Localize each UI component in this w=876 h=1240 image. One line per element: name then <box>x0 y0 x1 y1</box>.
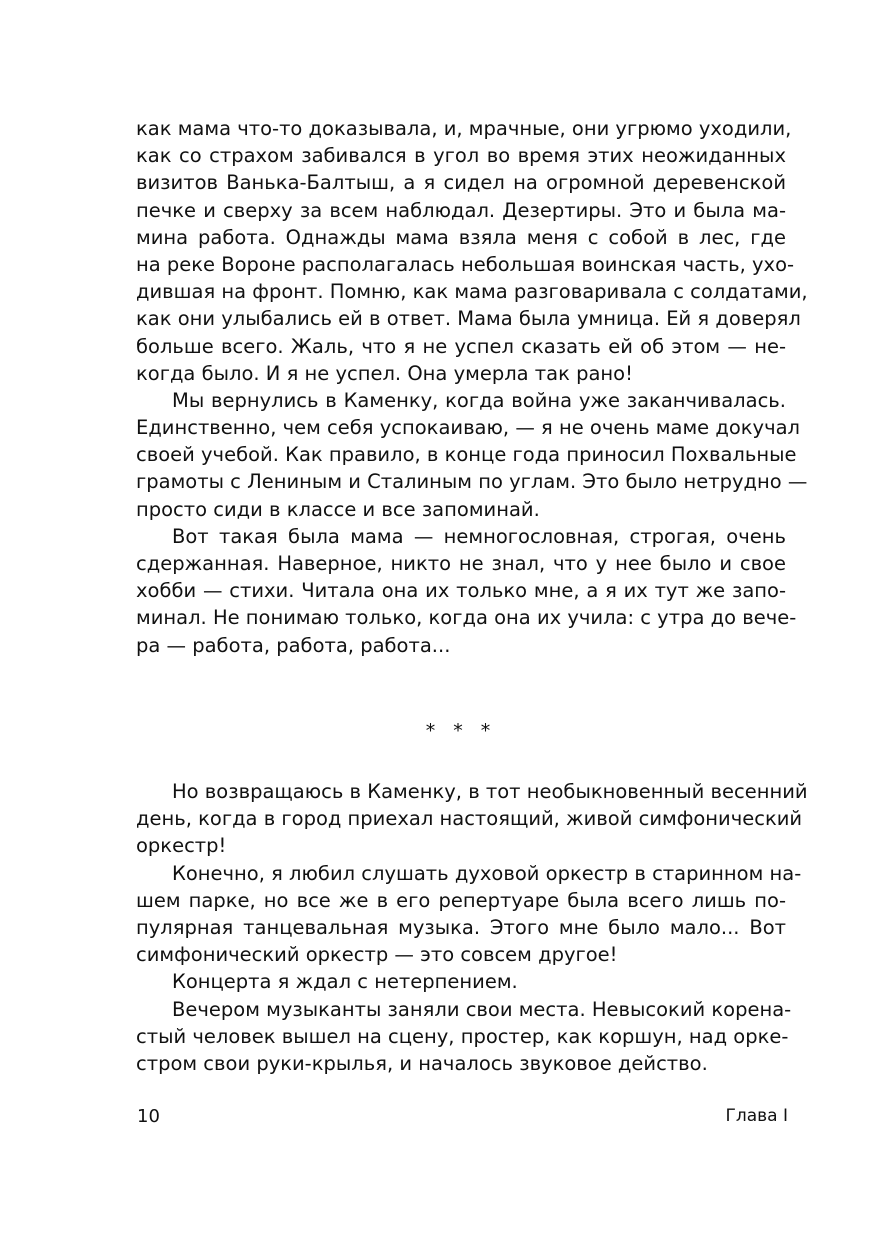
text-block-top <box>136 115 808 659</box>
text-line: как они улыбались ей в ответ. Мама была умница. Ей я доверял <box>136 307 801 331</box>
paragraph <box>136 387 808 523</box>
text-line: дившая на фронт. Помню, как мама разговаривала с солдатами, <box>136 280 808 304</box>
text-line: Вечером музыканты заняли свои места. Невысокий корена- <box>172 997 792 1021</box>
text-line: как мама что-то доказывала, и, мрачные, они угрюмо уходили, <box>136 117 792 140</box>
paragraph <box>136 115 808 387</box>
text-line: когда было. И я не успел. Она умерла так рано! <box>136 361 633 385</box>
text-line: больше всего. Жаль, что я не успел сказать ей об этом — не- <box>136 334 786 358</box>
text-line: своей учебой. Как правило, в конце года приносил Похвальные <box>136 443 797 467</box>
text-block-bottom <box>136 778 808 1077</box>
text-line: Мы вернулись в Каменку, когда война уже заканчивалась. <box>172 388 786 412</box>
text-line: симфонический оркестр — это совсем другое! <box>136 943 618 967</box>
text-line: день, когда в город приехал настоящий, живой симфонический <box>136 807 803 831</box>
text-line: ра — работа, работа, работа... <box>136 633 451 657</box>
text-line: стром свои руки-крылья, и началось звуковое действо. <box>136 1051 708 1075</box>
text-line: стый человек вышел на сцену, простер, как коршун, над орке- <box>136 1024 789 1048</box>
text-line: пулярная танцевальная музыка. Этого мне было мало... Вот <box>136 915 786 939</box>
section-separator: * * * <box>425 720 497 742</box>
text-line: сдержанная. Наверное, никто не знал, что у нее было и свое <box>136 552 786 575</box>
page-number: 10 <box>137 1106 160 1127</box>
text-line: оркестр! <box>136 834 227 858</box>
text-line: Концерта я ждал с нетерпением. <box>172 970 518 994</box>
text-line: Вот такая была мама — немногословная, строгая, очень <box>172 524 786 548</box>
text-line: визитов Ванька-Балтыш, а я сидел на огромной деревенской <box>136 171 786 195</box>
text-line: минал. Не понимаю только, когда она их учила: с утра до вече- <box>136 606 797 630</box>
text-line: мина работа. Однажды мама взяла меня с собой в лес, где <box>136 225 786 249</box>
text-line: Но возвращаюсь в Каменку, в тот необыкновенный весенний <box>172 780 808 803</box>
text-line: печке и сверху за всем наблюдал. Дезертиры. Это и была ма- <box>136 198 786 222</box>
text-line: грамоты с Лениным и Сталиным по углам. Это было нетрудно — <box>136 470 808 494</box>
text-line: на реке Вороне располагалась небольшая воинская часть, ухо- <box>136 252 795 276</box>
paragraph <box>136 860 802 969</box>
paragraph <box>136 523 797 659</box>
text-line: хобби — стихи. Читала она их только мне, а я их тут же запо- <box>136 579 786 603</box>
text-line: просто сиди в классе и все запоминай. <box>136 497 540 521</box>
paragraph <box>136 996 792 1078</box>
running-footer-chapter: Глава I <box>725 1106 788 1126</box>
text-line: как со страхом забивался в угол во время этих неожиданных <box>136 144 786 168</box>
paragraph <box>136 968 786 995</box>
text-line: Единственно, чем себя успокаиваю, — я не очень маме докучал <box>136 416 801 440</box>
paragraph <box>136 778 808 860</box>
text-line: шем парке, но все же в его репертуаре была всего лишь по- <box>136 888 786 912</box>
text-line: Конечно, я любил слушать духовой оркестр в старинном на- <box>172 861 802 885</box>
